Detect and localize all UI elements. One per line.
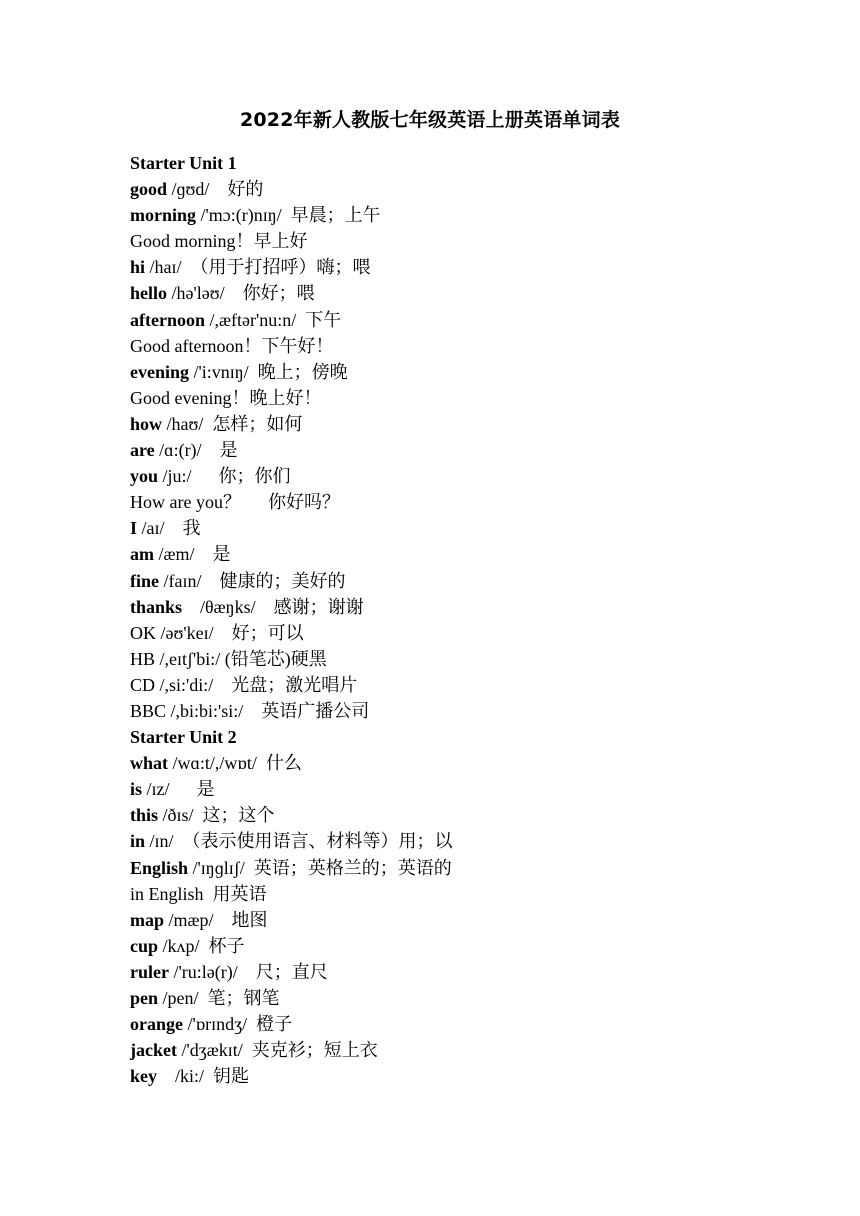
phrase-text: Good afternoon！下午好！ xyxy=(130,335,334,356)
vocabulary-entry xyxy=(130,463,830,489)
phrase-text: BBC /,bi:bi:'si:/ 英语广播公司 xyxy=(130,700,370,721)
phrase-entry xyxy=(130,672,830,698)
entry-word: thanks xyxy=(130,596,183,617)
entry-word: how xyxy=(130,413,163,434)
vocabulary-entry xyxy=(130,515,830,541)
vocabulary-entry xyxy=(130,176,830,202)
phrase-text: OK /əʊ'keɪ/ 好；可以 xyxy=(130,622,304,643)
entry-word: you xyxy=(130,466,159,487)
entry-pronunciation-meaning: /ɑ:(r)/ 是 xyxy=(154,440,238,461)
vocabulary-entry xyxy=(130,802,830,828)
entry-pronunciation-meaning: /pen/ 笔；钢笔 xyxy=(158,988,280,1008)
entry-word: fine xyxy=(130,570,159,591)
entry-word: key xyxy=(130,1066,157,1087)
vocabulary-entry xyxy=(130,907,830,933)
vocabulary-entry xyxy=(130,776,830,802)
entry-pronunciation-meaning: /mæp/ 地图 xyxy=(164,909,268,930)
entry-pronunciation-meaning: /kʌp/ 杯子 xyxy=(158,935,245,956)
entry-word: this xyxy=(130,805,159,826)
entry-word: evening xyxy=(130,361,190,382)
entry-word: cup xyxy=(130,935,159,956)
phrase-entry xyxy=(130,646,830,672)
unit-heading-label: Starter Unit 1 xyxy=(130,153,237,173)
entry-pronunciation-meaning: /'i:vnɪŋ/ 晚上；傍晚 xyxy=(189,361,348,382)
entry-word: orange xyxy=(130,1014,183,1035)
unit-heading xyxy=(130,724,830,750)
entry-word: ruler xyxy=(130,961,169,982)
entry-word: what xyxy=(130,753,169,774)
unit-heading xyxy=(130,150,830,176)
entry-word: morning xyxy=(130,205,197,226)
vocabulary-entry xyxy=(130,933,830,959)
phrase-text: in English 用英语 xyxy=(130,883,267,904)
vocabulary-entry xyxy=(130,437,830,463)
entry-word: hello xyxy=(130,283,168,304)
entry-pronunciation-meaning: /ɪn/ （表示使用语言、材料等）用；以 xyxy=(145,831,453,852)
entry-pronunciation-meaning: /ðɪs/ 这；这个 xyxy=(158,805,275,826)
vocabulary-entry xyxy=(130,280,830,306)
phrase-entry xyxy=(130,489,830,515)
vocabulary-entry xyxy=(130,568,830,594)
phrase-text: CD /,si:'di:/ 光盘；激光唱片 xyxy=(130,674,358,695)
entry-pronunciation-meaning: /haɪ/ （用于打招呼）嗨；喂 xyxy=(145,257,371,278)
phrase-entry xyxy=(130,620,830,646)
entry-pronunciation-meaning: /'dʒækɪt/ 夹克衫；短上衣 xyxy=(176,1040,378,1061)
entry-pronunciation-meaning: /haʊ/ 怎样；如何 xyxy=(162,413,303,434)
vocabulary-entry xyxy=(130,254,830,280)
entry-word: English xyxy=(130,857,189,878)
vocabulary-list xyxy=(130,150,830,1089)
vocabulary-entry xyxy=(130,307,830,333)
vocabulary-entry xyxy=(130,541,830,567)
vocabulary-entry xyxy=(130,855,830,881)
entry-pronunciation-meaning: /hə'ləʊ/ 你好；喂 xyxy=(167,283,315,304)
vocabulary-entry xyxy=(130,1037,830,1063)
vocabulary-entry xyxy=(130,959,830,985)
entry-pronunciation-meaning: /'ɪŋɡlɪʃ/ 英语；英格兰的；英语的 xyxy=(188,857,452,878)
phrase-text: HB /,eɪtʃ'bi:/ (铅笔芯)硬黑 xyxy=(130,648,327,669)
entry-pronunciation-meaning: /'mɔ:(r)nɪŋ/ 早晨；上午 xyxy=(196,205,381,226)
entry-pronunciation-meaning: /'ru:lə(r)/ 尺；直尺 xyxy=(168,961,328,982)
entry-word: I xyxy=(130,518,138,539)
phrase-entry xyxy=(130,228,830,254)
vocabulary-entry xyxy=(130,1011,830,1037)
entry-pronunciation-meaning: /wɑ:t/,/wɒt/ 什么 xyxy=(168,753,302,774)
entry-pronunciation-meaning: /ɪz/ 是 xyxy=(142,779,215,800)
entry-word: map xyxy=(130,909,165,930)
entry-pronunciation-meaning: /ju:/ 你；你们 xyxy=(158,466,291,487)
phrase-text: Good evening！晚上好！ xyxy=(130,387,322,408)
entry-pronunciation-meaning: /aɪ/ 我 xyxy=(137,518,201,539)
entry-word: jacket xyxy=(130,1040,177,1061)
document-title: 2022年新人教版七年级英语上册英语单词表 xyxy=(239,109,621,131)
vocabulary-entry xyxy=(130,359,830,385)
phrase-entry xyxy=(130,385,830,411)
entry-pronunciation-meaning: /æm/ 是 xyxy=(154,544,231,565)
entry-word: is xyxy=(130,779,143,800)
entry-pronunciation-meaning: /ɡʊd/ 好的 xyxy=(167,179,264,200)
vocabulary-entry xyxy=(130,202,830,228)
entry-word: in xyxy=(130,831,146,852)
entry-word: hi xyxy=(130,257,146,278)
phrase-entry xyxy=(130,881,830,907)
phrase-entry xyxy=(130,333,830,359)
entry-word: afternoon xyxy=(130,309,205,330)
entry-pronunciation-meaning: /,æftər'nu:n/ 下午 xyxy=(205,309,342,330)
vocabulary-entry xyxy=(130,828,830,854)
vocabulary-entry xyxy=(130,1063,830,1089)
vocabulary-entry xyxy=(130,594,830,620)
entry-pronunciation-meaning: /faɪn/ 健康的；美好的 xyxy=(159,570,346,591)
entry-word: am xyxy=(130,544,154,565)
vocabulary-entry xyxy=(130,411,830,437)
phrase-text: Good morning！早上好 xyxy=(130,231,308,252)
entry-word: good xyxy=(130,179,168,200)
vocabulary-entry xyxy=(130,985,830,1011)
phrase-text: How are you？ 你好吗？ xyxy=(130,492,340,513)
entry-pronunciation-meaning: /ki:/ 钥匙 xyxy=(157,1066,250,1087)
entry-pronunciation-meaning: /'ɒrɪndʒ/ 橙子 xyxy=(183,1014,293,1035)
unit-heading-label: Starter Unit 2 xyxy=(130,727,237,748)
entry-word: pen xyxy=(130,988,159,1008)
vocabulary-entry xyxy=(130,750,830,776)
entry-pronunciation-meaning: /θæŋks/ 感谢；谢谢 xyxy=(182,596,364,617)
entry-word: are xyxy=(130,440,155,461)
phrase-entry xyxy=(130,698,830,724)
